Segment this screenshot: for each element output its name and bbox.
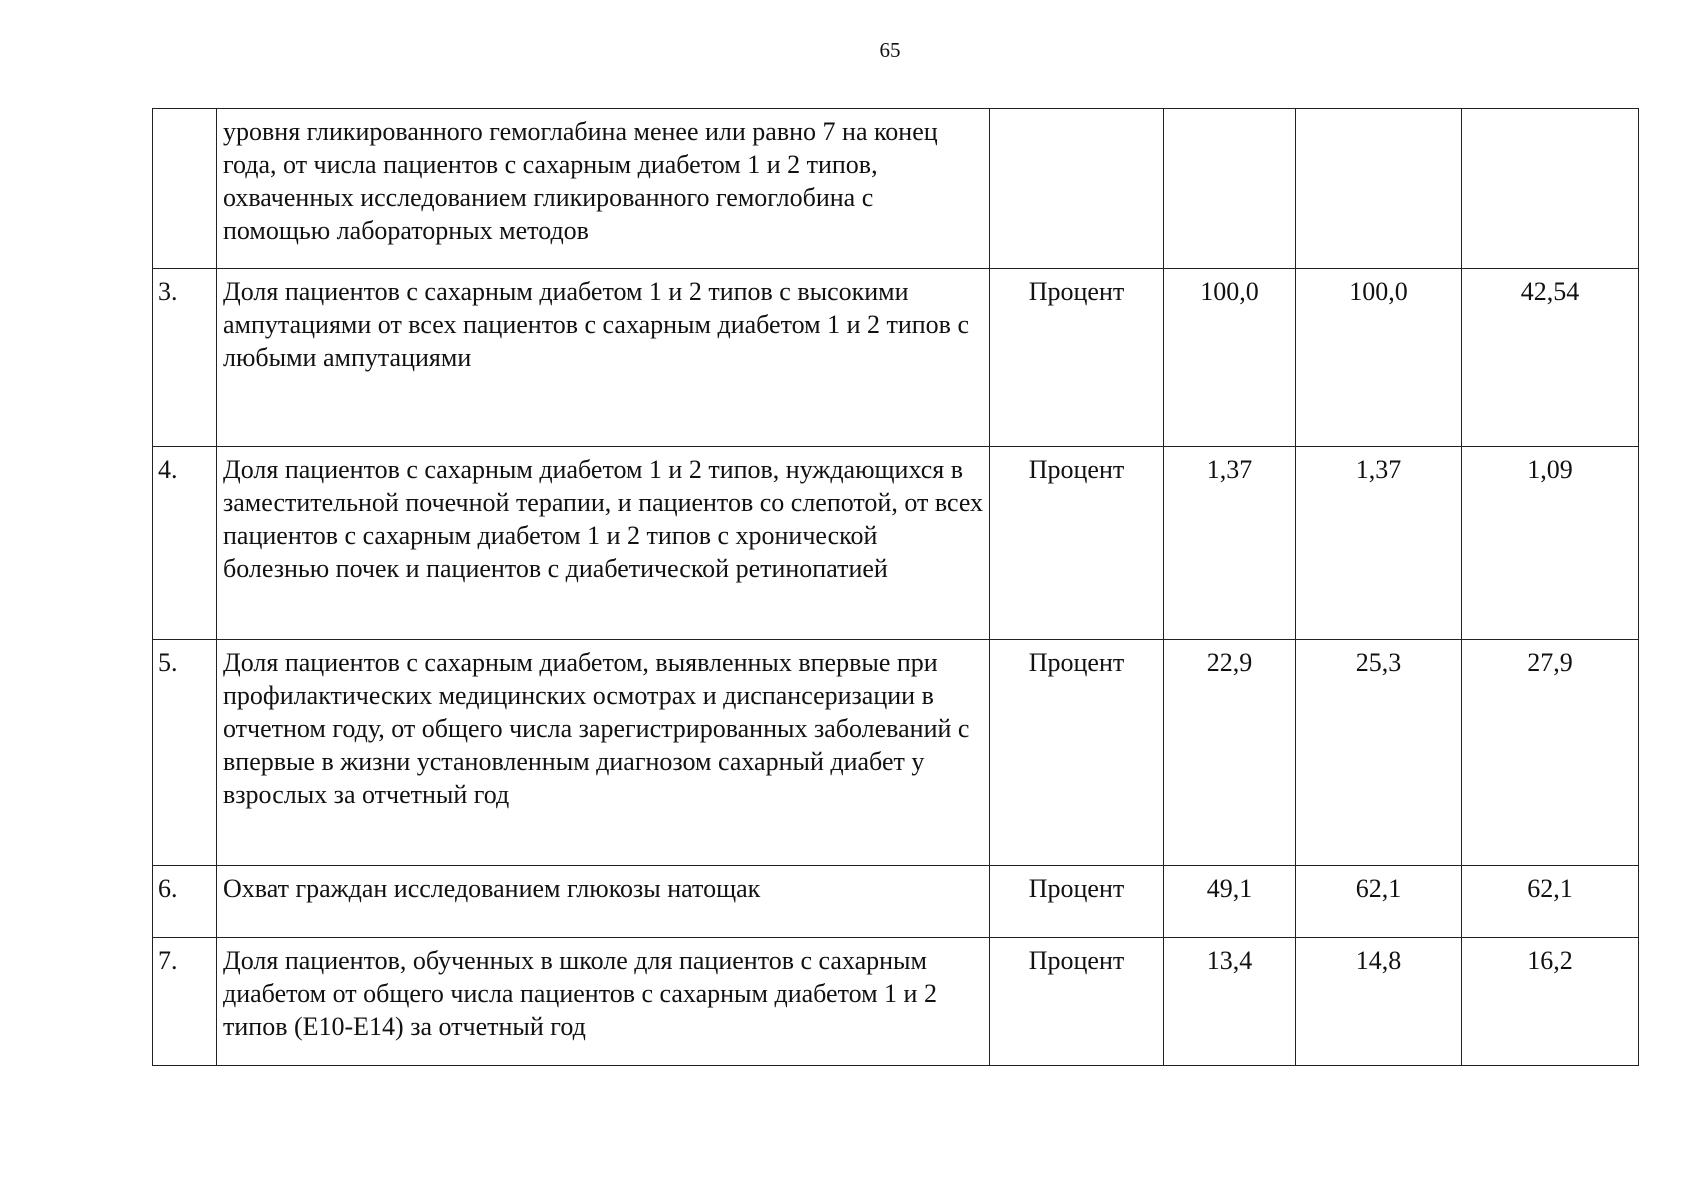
row-value-1: 22,9	[1164, 640, 1296, 866]
table-row	[153, 447, 1639, 640]
row-description: Доля пациентов с сахарным диабетом, выявленных впервые при профилактических медицинских осмотрах и диспансеризации в отчетном году, от общего числа зарегистрированных заболеваний с впервые в жизни установленным диагнозом сахарный диабет у взрослых за отчетный год	[217, 640, 990, 866]
row-number	[153, 109, 217, 269]
row-value-3	[1462, 109, 1639, 269]
row-value-3: 42,54	[1462, 269, 1639, 447]
table-row	[153, 938, 1639, 1066]
row-value-2	[1296, 109, 1462, 269]
table-row	[153, 269, 1639, 447]
row-value-2: 100,0	[1296, 269, 1462, 447]
row-value-1: 49,1	[1164, 866, 1296, 938]
page-number: 65	[879, 38, 901, 62]
indicators-table	[152, 108, 1639, 1066]
row-description: Доля пациентов, обученных в школе для пациентов с сахарным диабетом от общего числа пациентов с сахарным диабетом 1 и 2 типов (Е10-Е14) за отчетный год	[217, 938, 990, 1066]
row-value-1: 1,37	[1164, 447, 1296, 640]
row-value-1	[1164, 109, 1296, 269]
row-number: 3.	[153, 269, 217, 447]
row-unit	[990, 109, 1164, 269]
row-description: Охват граждан исследованием глюкозы натощак	[217, 866, 990, 938]
row-unit: Процент	[990, 938, 1164, 1066]
row-number: 6.	[153, 866, 217, 938]
row-number: 5.	[153, 640, 217, 866]
row-number: 4.	[153, 447, 217, 640]
row-value-2: 62,1	[1296, 866, 1462, 938]
row-unit: Процент	[990, 447, 1164, 640]
row-number: 7.	[153, 938, 217, 1066]
table-row	[153, 866, 1639, 938]
row-description: Доля пациентов с сахарным диабетом 1 и 2 типов с высокими ампутациями от всех пациентов с сахарным диабетом 1 и 2 типов с любыми ампутациями	[217, 269, 990, 447]
row-unit: Процент	[990, 866, 1164, 938]
row-value-1: 13,4	[1164, 938, 1296, 1066]
row-value-3: 62,1	[1462, 866, 1639, 938]
row-value-2: 25,3	[1296, 640, 1462, 866]
table-row	[153, 640, 1639, 866]
row-unit: Процент	[990, 640, 1164, 866]
row-unit: Процент	[990, 269, 1164, 447]
row-description: Доля пациентов с сахарным диабетом 1 и 2 типов, нуждающихся в заместительной почечной терапии, и пациентов со слепотой, от всех пациентов с сахарным диабетом 1 и 2 типов с хронической болезнью почек и пациентов с диабетической ретинопатией	[217, 447, 990, 640]
row-value-3: 27,9	[1462, 640, 1639, 866]
row-value-3: 1,09	[1462, 447, 1639, 640]
row-description: уровня гликированного гемоглабина менее или равно 7 на конец года, от числа пациентов с сахарным диабетом 1 и 2 типов, охваченных исследованием гликированного гемоглобина с помощью лабораторных методов	[217, 109, 990, 269]
row-value-3: 16,2	[1462, 938, 1639, 1066]
row-value-1: 100,0	[1164, 269, 1296, 447]
row-value-2: 1,37	[1296, 447, 1462, 640]
row-value-2: 14,8	[1296, 938, 1462, 1066]
table-row	[153, 109, 1639, 269]
